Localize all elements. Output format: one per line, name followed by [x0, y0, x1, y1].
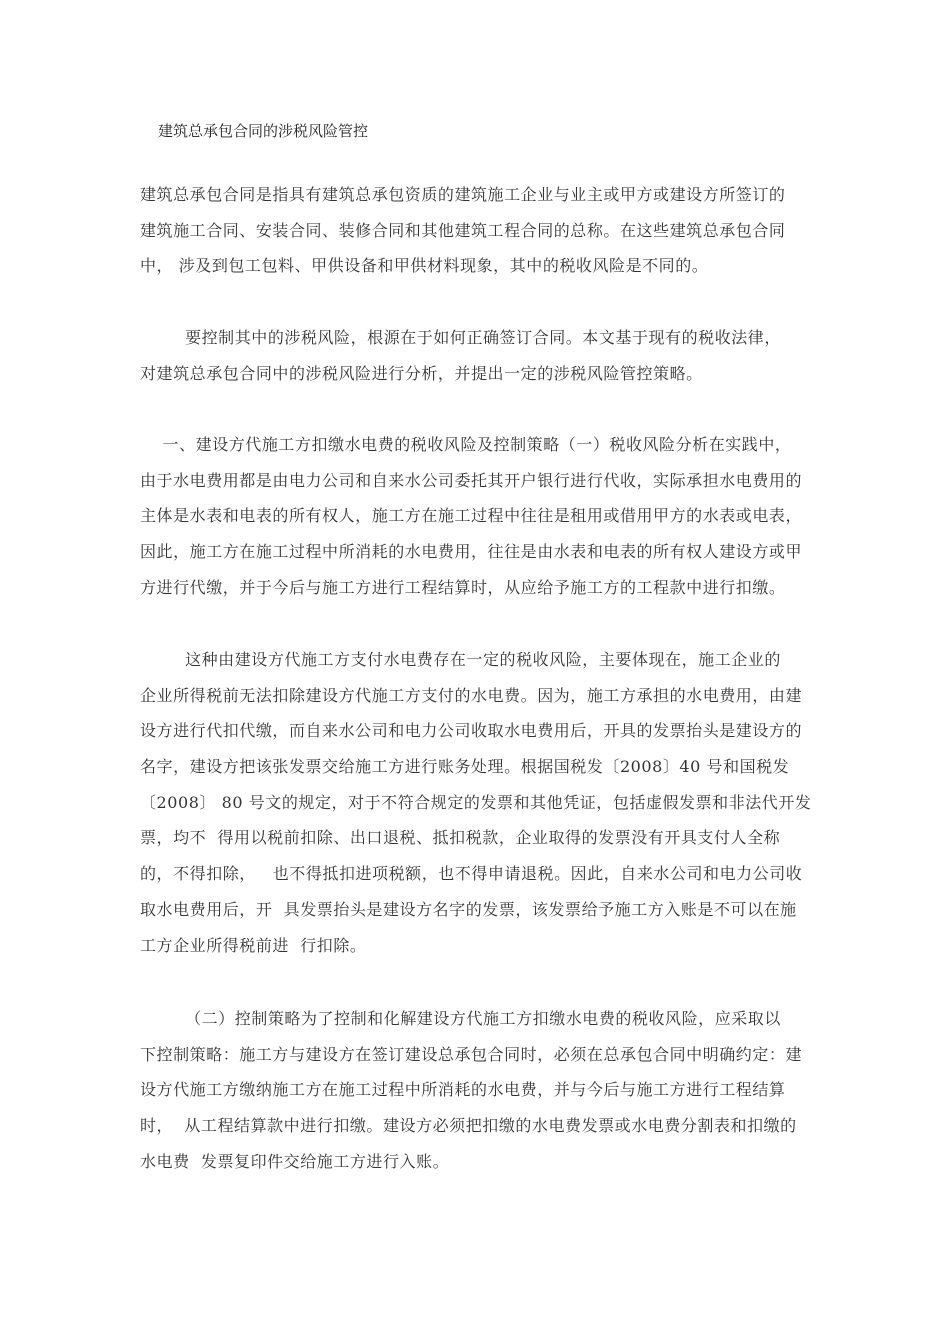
paragraph-line: 名字，建设方把该张发票交给施工方进行账务处理。根据国税发〔2008〕40 号和国税发	[140, 757, 790, 777]
paragraph-line: 主体是水表和电表的所有权人，施工方在施工过程中往往是租用或借用甲方的水表或电表，	[140, 506, 803, 526]
paragraph-line: 工方企业所得税前进 行扣除。	[140, 935, 367, 955]
paragraph-line: 因此，施工方在施工过程中所消耗的水电费用，往往是由水表和电表的所有权人建设方或甲	[140, 542, 803, 562]
paragraph-line: 时， 从工程结算款中进行扣缴。建设方必须把扣缴的水电费发票或水电费分割表和扣缴的	[140, 1116, 797, 1136]
paragraph-line: 下控制策略：施工方与建设方在签订建设总承包合同时，必须在总承包合同中明确约定：建	[140, 1044, 803, 1064]
paragraph-3	[140, 427, 840, 605]
paragraph-line: 这种由建设方代施工方支付水电费存在一定的税收风险，主要体现在，施工企业的	[140, 650, 781, 669]
paragraph-line: 票，均不 得用以税前扣除、出口退税、抵扣税款，企业取得的发票没有开具支付人全称	[140, 828, 781, 848]
paragraph-line: 建筑总承包合同是指具有建筑总承包资质的建筑施工企业与业主或甲方或建设方所签订的	[140, 185, 786, 204]
paragraph-line: 要控制其中的涉税风险，根源在于如何正确签订合同。本文基于现有的税收法律，	[140, 328, 781, 347]
paragraph-line: 的，不得扣除， 也不得抵扣进项税额，也不得申请退税。因此，自来水公司和电力公司收	[140, 864, 803, 884]
paragraph-line: 〔2008〕 80 号文的规定，对于不符合规定的发票和其他凭证，包括虚假发票和非法代开发	[140, 792, 812, 812]
paragraph-line: 中， 涉及到包工包料、甲供设备和甲供材料现象，其中的税收风险是不同的。	[140, 256, 709, 276]
paragraph-line: 一、建设方代施工方扣缴水电费的税收风险及控制策略（一）税收风险分析在实践中，	[140, 435, 792, 454]
paragraph-line: 企业所得税前无法扣除建设方代施工方支付的水电费。因为，施工方承担的水电费用，由建	[140, 685, 803, 705]
paragraph-line: 设方代施工方缴纳施工方在施工过程中所消耗的水电费，并与今后与施工方进行工程结算	[140, 1080, 786, 1100]
paragraph-line: 建筑施工合同、安装合同、装修合同和其他建筑工程合同的总称。在这些建筑总承包合同	[140, 220, 786, 240]
paragraph-5	[140, 1001, 840, 1179]
paragraph-line: 设方进行代扣代缴，而自来水公司和电力公司收取水电费用后，开具的发票抬头是建设方的	[140, 721, 803, 741]
paragraph-line: 取水电费用后，开 具发票抬头是建设方名字的发票，该发票给予施工方入账是不可以在施	[140, 899, 797, 919]
paragraph-1	[140, 177, 840, 284]
paragraph-2	[140, 320, 840, 391]
paragraph-line: 方进行代缴，并于今后与施工方进行工程结算时，从应给予施工方的工程款中进行扣缴。	[140, 577, 786, 597]
paragraph-line: 水电费 发票复印件交给施工方进行入账。	[140, 1151, 450, 1171]
document-title: 建筑总承包合同的涉税风险管控	[158, 122, 369, 140]
paragraph-line: 对建筑总承包合同中的涉税风险进行分析，并提出一定的涉税风险管控策略。	[140, 363, 703, 383]
paragraph-4	[140, 642, 840, 963]
paragraph-line: 由于水电费用都是由电力公司和自来水公司委托其开户银行进行代收，实际承担水电费用的	[140, 470, 803, 490]
paragraph-line: （二）控制策略为了控制和化解建设方代施工方扣缴水电费的税收风险，应采取以	[140, 1009, 781, 1028]
